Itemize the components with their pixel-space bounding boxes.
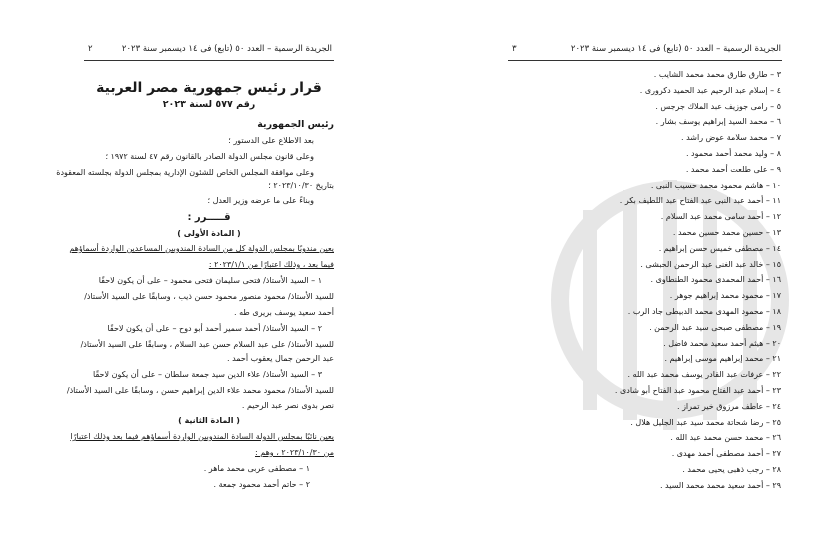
appointee-list-item: ٦ – محمد السيد إبراهيم يوسف بشار . <box>655 117 781 127</box>
article2-line: ١ – مصطفى عربى محمد ماهر . <box>203 464 310 473</box>
appointee-list-item: ٢٤ – عاطف مرزوق خير تمراز . <box>676 401 781 411</box>
article2-line: ٢ – حاتم أحمد محمود جمعة . <box>213 480 310 489</box>
appointee-list-item: ٧ – محمد سلامة عوض راشد . <box>681 133 781 143</box>
appointee-list-item: ١٠ – هاشم محمود محمد حسيب النبى . <box>650 180 781 190</box>
left-page-number: ٢ <box>88 44 93 54</box>
article2-line: يعين نائبًا بمجلس الدولة السادة المندوبين الواردة أسماؤهم فيما بعد وذلك اعتبارًا <box>70 432 334 441</box>
article1-line: يعين مندوبًا بمجلس الدولة كل من السادة المندوبين المساعدين الواردة أسماؤهم <box>69 244 334 253</box>
preamble-line: بعد الاطلاع على الدستور ؛ <box>228 136 314 145</box>
preamble-line: وعلى موافقة المجلس الخاص للشئون الإدارية بمجلس الدولة بجلسته المعقودة <box>56 168 314 177</box>
article1-title: ( المادة الأولى ) <box>177 229 241 238</box>
appointee-list-item: ٢٨ – رجب ذهبى يحيى محمد . <box>682 465 781 474</box>
right-header-rule <box>508 60 782 61</box>
appointee-list-item: ١٦ – أحمد المحمدى محمود الطنطاوى . <box>650 275 781 285</box>
left-header-rule <box>84 60 334 61</box>
appointee-list-item: ١٥ – خالد عبد الغنى عبد الرحمن الحبشى . <box>640 259 781 269</box>
left-page-header <box>122 44 332 58</box>
right-page-header <box>571 44 781 58</box>
article1-line: عبد الرحمن جمال يعقوب أحمد . <box>227 354 334 363</box>
article1-line: ٢ – السيد الأستاذ/ أحمد سمير أحمد أبو دوح – على أن يكون لاحقًا <box>107 324 322 333</box>
appointee-list-item: ١١ – أحمد عبد النبى عبد الفتاح عبد اللطيف بكر . <box>619 196 781 206</box>
decided-heading: قـــــرر : <box>187 212 231 223</box>
appointee-list-item: ٢٠ – هيثم أحمد سعيد محمد فاضل . <box>663 338 781 348</box>
article1-line: أحمد سعيد يوسف بريرى طه . <box>234 308 334 317</box>
appointee-list-item: ٢١ – محمد إبراهيم موسى إبراهيم . <box>664 354 781 364</box>
right-header-text: الجريدة الرسمية – العدد ٥٠ (تابع) فى ١٤ ديسمبر سنة ٢٠٢٣ <box>570 44 781 54</box>
article1-line: نصر بدوى نصر عبد الرحيم . <box>241 401 334 410</box>
appointee-list-item: ٢٢ – عرفات عبد القادر يوسف محمد عبد الله . <box>627 370 781 380</box>
appointee-list-item: ٣ – طارق طارق محمد محمد الشايب . <box>653 70 781 79</box>
appointee-list-item: ١٧ – محمود محمد إبراهيم جوهر . <box>669 291 781 301</box>
preamble-line: وبناءً على ما عرضه وزير العدل ؛ <box>207 196 314 205</box>
appointee-list-item: ٤ – إسلام عبد الرحيم عبد الحميد دكرورى . <box>639 85 781 95</box>
article1-line: ١ – السيد الأستاذ/ فتحى سليمان فتحى محمود – على أن يكون لاحقًا <box>98 276 322 285</box>
preamble-line: بتاريخ ٢٠٢٣/١٠/٣٠ ؛ <box>268 181 334 190</box>
appointee-list-item: ٢٦ – محمد حسن محمد عبد الله . <box>670 433 781 443</box>
left-header-text: الجريدة الرسمية – العدد ٥٠ (تابع) فى ١٤ ديسمبر سنة ٢٠٢٣ <box>121 44 332 54</box>
article2-line: من ٢٠٢٣/١٠/٣٠ ، وهم : <box>255 448 334 457</box>
decree-title: قرار رئيس جمهورية مصر العربية <box>96 80 322 96</box>
appointee-list-item: ٢٧ – أحمد مصطفى أحمد مهدى . <box>671 449 781 459</box>
article1-line: ٣ – السيد الأستاذ/ علاء الدين سيد جمعة سلطان – على أن يكون لاحقًا <box>93 370 322 379</box>
appointee-list-item: ٢٣ – أحمد عبد الفتاح محمود عبد الفتاح أبو شادى . <box>614 386 781 395</box>
appointee-list-item: ١٨ – محمود المهدى محمد الدبيطى جاد الرب . <box>627 307 781 316</box>
appointee-list-item: ٨ – وليد محمد أحمد محمود . <box>685 149 781 158</box>
appointee-list-item: ٢٩ – أحمد سعيد محمد محمد السيد . <box>659 480 781 490</box>
article1-line: للسيد الأستاذ/ على عبد السلام حسن عبد السلام ، وسابقًا على السيد الأستاذ/ <box>80 340 334 349</box>
article2-title: ( المادة الثانية ) <box>178 416 240 425</box>
article1-line: للسيد الأستاذ/ محمود محمد علاء الدين إبراهيم حسن ، وسابقًا على السيد الأستاذ/ <box>66 386 334 395</box>
appointee-list-item: ١٢ – أحمد سامى محمد عبد السلام . <box>660 212 781 222</box>
decree-number: رقم ٥٧٧ لسنة ٢٠٢٣ <box>162 99 256 110</box>
appointee-list-item: ١٣ – حسين محمد حسين محمد . <box>672 228 781 237</box>
article1-line: للسيد الأستاذ/ محمود منصور محمود حسن ذيب ، وسابقًا على السيد الأستاذ/ <box>84 292 334 301</box>
right-page <box>420 0 839 545</box>
appointee-list-item: ١٤ – مصطفى خميس حسن إبراهيم . <box>658 243 781 253</box>
appointee-list-item: ٩ – على طلعت أحمد محمد . <box>685 164 781 174</box>
appointee-list-item: ٥ – رامى جوزيف عبد الملاك جرجس . <box>655 101 781 111</box>
appointee-list-item: ٢٥ – رضا شحاتة محمد سيد عبد الجليل هلال . <box>630 417 781 427</box>
president-heading: رئيس الجمهورية <box>257 119 334 130</box>
right-page-number: ٣ <box>512 44 517 54</box>
preamble-line: وعلى قانون مجلس الدولة الصادر بالقانون رقم ٤٧ لسنة ١٩٧٢ ؛ <box>105 152 314 161</box>
article1-line: فيما بعد ، وذلك اعتبارًا من ٢٠٢٣/١/١ : <box>208 260 334 269</box>
appointee-list-item: ١٩ – مصطفى صبحى سيد عبد الرحمن . <box>649 322 781 332</box>
